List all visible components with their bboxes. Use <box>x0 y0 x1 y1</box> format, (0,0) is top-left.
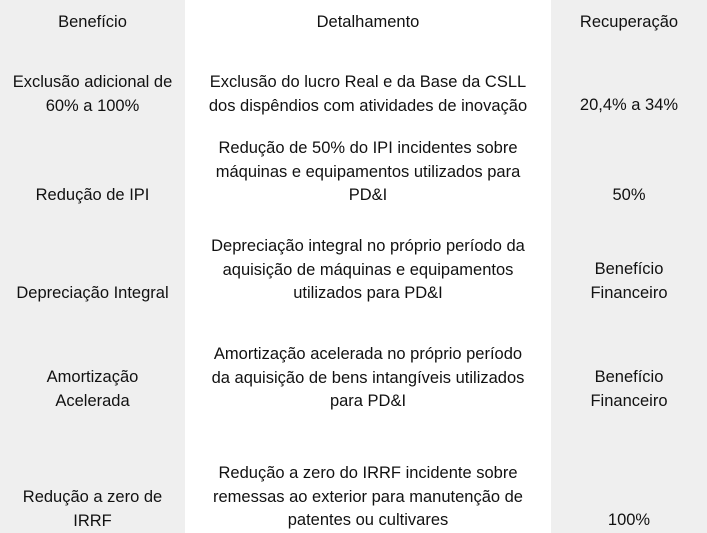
row-1-beneficio-line-1: Exclusão adicional de <box>12 73 173 91</box>
row-3-recuperacao-line-2: Financeiro <box>590 283 668 302</box>
header-beneficio: Benefício <box>58 13 127 31</box>
row-4-beneficio-line-2: Acelerada <box>55 391 130 410</box>
row-5-detalhamento-line-2: remessas ao exterior para manutenção de <box>212 487 523 506</box>
row-2-detalhamento-line-3: PD&I <box>348 186 388 204</box>
row-1-detalhamento-line-1: Exclusão do lucro Real e da Base da CSLL <box>209 73 527 91</box>
row-3-detalhamento-line-3: utilizados para PD&I <box>293 284 443 302</box>
row-4-beneficio-line-1: Amortização <box>46 368 139 386</box>
row-2-beneficio-line-1: Redução de IPI <box>35 186 150 204</box>
row-4-detalhamento <box>185 343 551 414</box>
row-1-detalhamento <box>185 71 551 118</box>
header-recuperacao: Recuperação <box>579 13 679 31</box>
row-5-beneficio-line-1: Redução a zero de <box>22 488 163 506</box>
row-3-detalhamento-line-1: Depreciação integral no próprio período da <box>211 237 525 255</box>
row-3-beneficio <box>0 282 185 306</box>
row-4-recuperacao-line-2: Financeiro <box>590 391 668 410</box>
row-4-recuperacao <box>551 366 707 413</box>
row-4-detalhamento-line-2: da aquisição de bens intangíveis utilizados <box>211 368 525 387</box>
row-1-recuperacao-line-1: 20,4% a 34% <box>579 96 679 114</box>
row-4-detalhamento-line-3: para PD&I <box>329 392 407 410</box>
row-1-detalhamento-line-2: dos dispêndios com atividades de inovação <box>208 96 528 115</box>
row-4-beneficio <box>0 366 185 413</box>
row-1-beneficio <box>0 71 185 118</box>
row-5-recuperacao-line-1: 100% <box>607 511 651 529</box>
row-3-recuperacao <box>551 258 707 305</box>
row-4-recuperacao-line-1: Benefício <box>594 368 664 386</box>
header-detalhamento: Detalhamento <box>316 13 420 31</box>
row-3-recuperacao-line-1: Benefício <box>594 260 664 278</box>
row-3-detalhamento-line-2: aquisição de máquinas e equipamentos <box>222 260 514 279</box>
row-5-beneficio-line-2: IRRF <box>73 511 112 530</box>
row-2-detalhamento-line-1: Redução de 50% do IPI incidentes sobre <box>218 139 518 157</box>
row-2-detalhamento <box>185 137 551 208</box>
row-5-detalhamento-line-3: patentes ou cultivares <box>287 511 449 529</box>
row-2-detalhamento-line-2: máquinas e equipamentos utilizados para <box>215 162 521 181</box>
row-1-beneficio-line-2: 60% a 100% <box>45 96 140 115</box>
row-1-recuperacao <box>551 94 707 118</box>
row-2-recuperacao <box>551 184 707 208</box>
row-3-beneficio-line-1: Depreciação Integral <box>16 284 169 302</box>
row-2-beneficio <box>0 184 185 208</box>
row-5-beneficio <box>0 486 185 533</box>
row-2-recuperacao-line-1: 50% <box>612 186 646 204</box>
row-5-detalhamento-line-1: Redução a zero do IRRF incidente sobre <box>218 464 518 482</box>
row-5-detalhamento <box>185 462 551 533</box>
row-3-detalhamento <box>185 235 551 306</box>
row-4-detalhamento-line-1: Amortização acelerada no próprio período <box>213 345 523 363</box>
row-5-recuperacao <box>551 509 707 533</box>
